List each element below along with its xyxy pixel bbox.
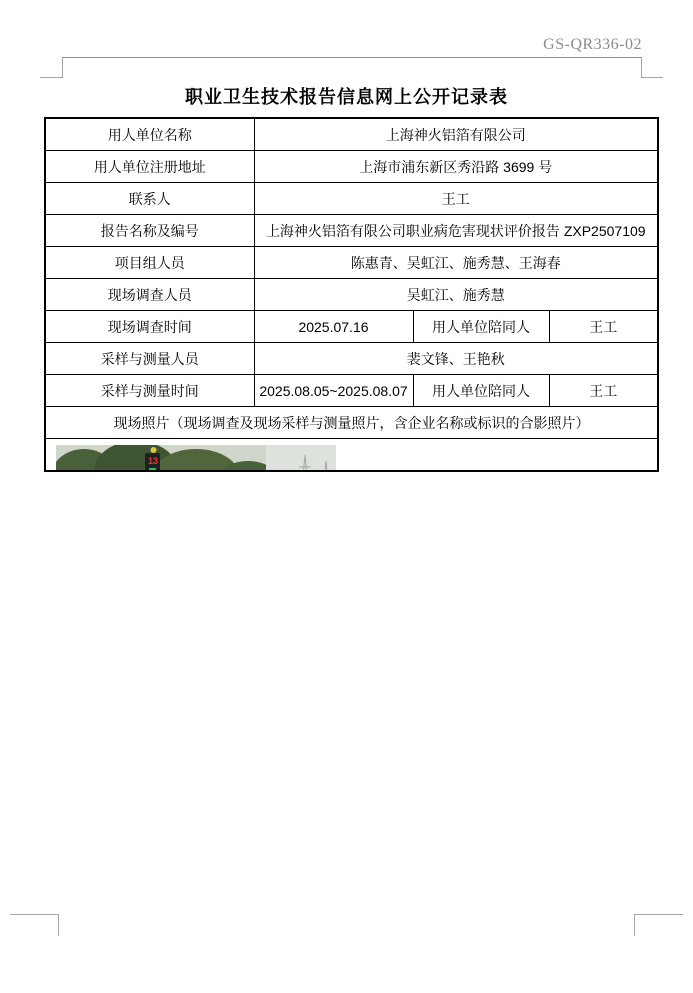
footer-boundary-mark-left-h (10, 914, 59, 915)
field-label-contact-person: 联系人 (45, 183, 254, 215)
table-row (45, 375, 658, 407)
table-row (45, 247, 658, 279)
header-boundary-mark-right (641, 57, 642, 78)
field-label-site-survey-staff: 现场调查人员 (45, 279, 254, 311)
field-label-site-survey-time: 现场调查时间 (45, 311, 254, 343)
report-table (44, 117, 659, 472)
field-label-sampling-companion: 用人单位陪同人 (413, 375, 549, 407)
header-boundary-mark-left (62, 57, 63, 78)
footer-boundary-mark-right (634, 914, 635, 936)
table-row (45, 183, 658, 215)
factory-gate-photo (56, 445, 336, 471)
photos-section-header: 现场照片（现场调查及现场采样与测量照片，含企业名称或标识的合影照片） (45, 407, 658, 439)
header-rule (63, 57, 641, 58)
table-row (45, 118, 658, 151)
page-title: 职业卫生技术报告信息网上公开记录表 (185, 87, 508, 107)
field-value-contact-person: 王工 (254, 183, 658, 215)
field-label-project-team: 项目组人员 (45, 247, 254, 279)
field-label-report-name-number: 报告名称及编号 (45, 215, 254, 247)
table-row (45, 407, 658, 439)
footer-boundary-mark-left (58, 914, 59, 936)
table-row (45, 215, 658, 247)
signal-countdown: 13 (148, 456, 159, 466)
field-value-employer-name: 上海神火铝箔有限公司 (254, 118, 658, 151)
footer-boundary-mark-right-h (634, 914, 683, 915)
field-label-sampling-staff: 采样与测量人员 (45, 343, 254, 375)
field-label-employer-name: 用人单位名称 (45, 118, 254, 151)
header-boundary-mark-left-h (40, 77, 63, 78)
table-row (45, 279, 658, 311)
field-value-sampling-staff: 裴文锋、王艳秋 (254, 343, 658, 375)
field-value-project-team: 陈惠青、吴虹江、施秀慧、王海春 (254, 247, 658, 279)
field-value-survey-companion: 王工 (549, 311, 658, 343)
table-row (45, 151, 658, 183)
field-label-survey-companion: 用人单位陪同人 (413, 311, 549, 343)
field-label-sampling-time: 采样与测量时间 (45, 375, 254, 407)
doc-code: GS-QR336-02 (543, 36, 642, 53)
table-row (45, 343, 658, 375)
field-value-report-name-number: 上海神火铝箔有限公司职业病危害现状评价报告 ZXP2507109 (254, 215, 658, 247)
field-value-sampling-companion: 王工 (549, 375, 658, 407)
table-row (45, 311, 658, 343)
field-value-registered-address: 上海市浦东新区秀沿路 3699 号 (254, 151, 658, 183)
photos-cell (45, 439, 658, 472)
trees (56, 445, 336, 471)
field-value-site-survey-time: 2025.07.16 (254, 311, 413, 343)
header-boundary-mark-right-h (641, 77, 663, 78)
field-label-registered-address: 用人单位注册地址 (45, 151, 254, 183)
table-row (45, 439, 658, 472)
field-value-site-survey-staff: 吴虹江、施秀慧 (254, 279, 658, 311)
field-value-sampling-time: 2025.08.05~2025.08.07 (254, 375, 413, 407)
